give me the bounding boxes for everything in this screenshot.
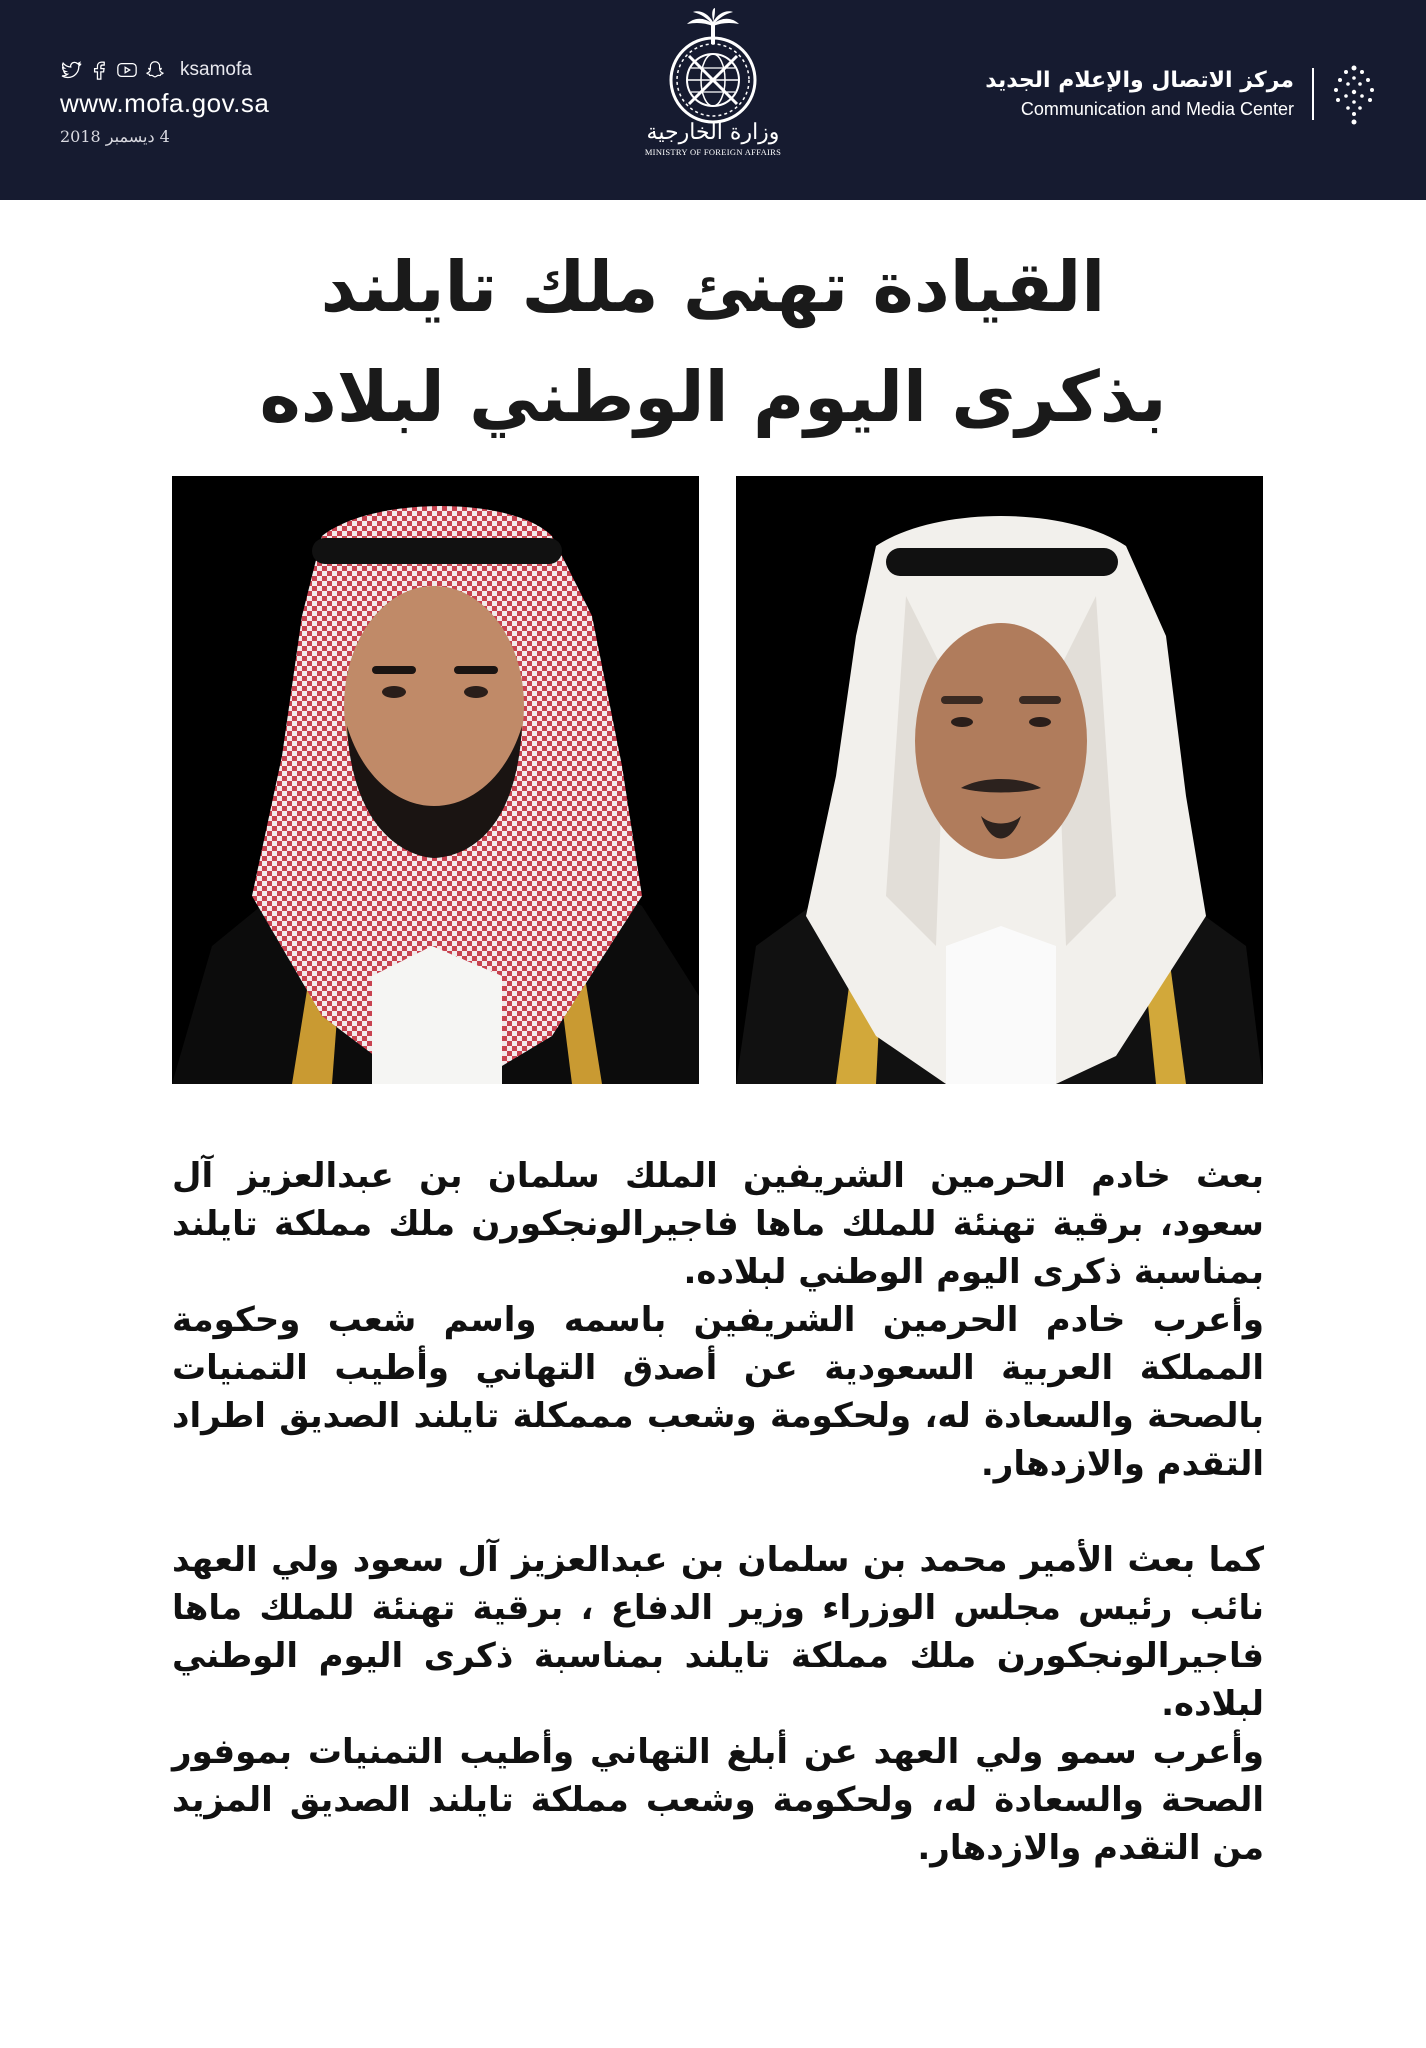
paragraph-2: وأعرب خادم الحرمين الشريفين باسمه واسم شعب وحكومة المملكة العربية السعودية عن أصدق التهاني وأطيب التمنيات بالصحة والسعادة له، ولحكومة وشعب مممكلة تايلند الصديق اطراد التقدم والازدهار. bbox=[172, 1300, 1264, 1484]
headline-line-2: بذكرى اليوم الوطني لبلاده bbox=[259, 356, 1167, 438]
twitter-icon bbox=[60, 59, 82, 81]
contact-block bbox=[60, 56, 380, 146]
paragraph-3: كما بعث الأمير محمد بن سلمان بن عبدالعزيز آل سعود ولي العهد نائب رئيس مجلس الوزراء وزير الدفاع ، برقية تهنئة للملك ماها فاجيرالونجكورن ملك مملكة تايلند بمناسبة ذكرى اليوم الوطني لبلاده. bbox=[172, 1540, 1264, 1724]
social-handle: ksamofa bbox=[180, 59, 252, 80]
headline bbox=[100, 232, 1326, 452]
social-row bbox=[60, 56, 380, 84]
website-url[interactable]: www.mofa.gov.sa bbox=[60, 88, 270, 118]
media-center-name-ar: مركز الاتصال والإعلام الجديد bbox=[985, 68, 1294, 93]
ministry-logo bbox=[640, 8, 786, 188]
facebook-icon bbox=[88, 59, 110, 81]
king-photo bbox=[736, 476, 1263, 1084]
portrait-crown-prince bbox=[172, 476, 699, 1084]
paragraph-spacer bbox=[172, 1488, 1264, 1536]
portrait-king bbox=[736, 476, 1263, 1084]
ministry-name-ar: وزارة الخارجية bbox=[646, 120, 780, 145]
crown-prince-photo bbox=[172, 476, 699, 1084]
ministry-name-en: MINISTRY OF FOREIGN AFFAIRS bbox=[644, 147, 782, 157]
media-center-name-en: Communication and Media Center bbox=[1020, 99, 1294, 119]
paragraph-1: بعث خادم الحرمين الشريفين الملك سلمان بن عبدالعزيز آل سعود، برقية تهنئة للملك ماها فاجيرالونجكورن ملك مملكة تايلند بمناسبة ذكرى اليوم الوطني لبلاده. bbox=[172, 1156, 1264, 1292]
media-center-block bbox=[985, 62, 1376, 126]
ministry-emblem-icon bbox=[653, 8, 773, 126]
paragraph-4: وأعرب سمو ولي العهد عن أبلغ التهاني وأطيب التمنيات بموفور الصحة والسعادة له، ولحكومة وشعب مملكة تايلند الصديق المزيد من التقدم والازدهار. bbox=[172, 1732, 1264, 1868]
media-center-logo-icon bbox=[1332, 62, 1376, 126]
youtube-icon bbox=[116, 59, 138, 81]
article-body bbox=[172, 1152, 1264, 1872]
header-bar bbox=[0, 0, 1426, 200]
headline-line-1: القيادة تهنئ ملك تايلند bbox=[320, 246, 1106, 328]
media-center-text bbox=[985, 68, 1314, 120]
snapchat-icon bbox=[144, 59, 166, 81]
release-date: 4 ديسمبر 2018 bbox=[60, 127, 170, 146]
